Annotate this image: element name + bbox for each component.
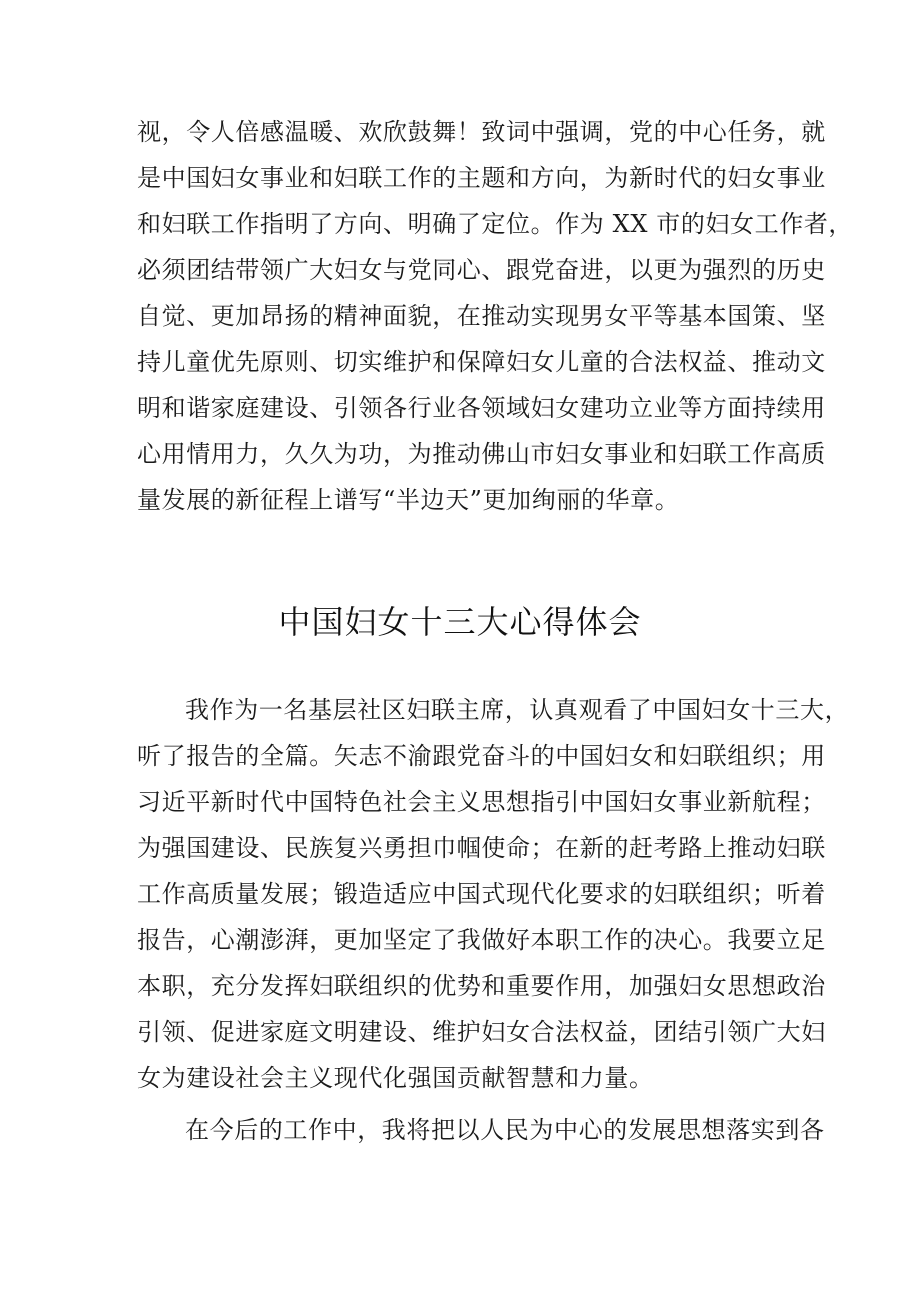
text-line: 是中国妇女事业和妇联工作的主题和方向，为新时代的妇女事业 xyxy=(137,164,826,192)
text-line: 工作高质量发展；锻造适应中国式现代化要求的妇联组织；听着 xyxy=(137,880,826,908)
text-line: 自觉、更加昂扬的精神面貌，在推动实现男女平等基本国策、坚 xyxy=(137,302,826,330)
text-line: 本职，充分发挥妇联组织的优势和重要作用，加强妇女思想政治 xyxy=(137,972,826,1000)
text-line: 为强国建设、民族复兴勇担巾帼使命；在新的赶考路上推动妇联 xyxy=(137,834,826,862)
text-line: 我作为一名基层社区妇联主席，认真观看了中国妇女十三大， xyxy=(185,696,850,724)
text-line: 报告，心潮澎湃，更加坚定了我做好本职工作的决心。我要立足 xyxy=(137,926,826,954)
text-line: 必须团结带领广大妇女与党同心、跟党奋进，以更为强烈的历史 xyxy=(137,256,826,284)
text-line: 听了报告的全篇。矢志不渝跟党奋斗的中国妇女和妇联组织；用 xyxy=(137,742,826,770)
text-line: 持儿童优先原则、切实维护和保障妇女儿童的合法权益、推动文 xyxy=(137,348,826,376)
text-line: 女为建设社会主义现代化强国贡献智慧和力量。 xyxy=(137,1064,654,1092)
text-line: 明和谐家庭建设、引领各行业各领域妇女建功立业等方面持续用 xyxy=(137,394,826,422)
text-line: 量发展的新征程上谱写“半边天”更加绚丽的华章。 xyxy=(137,486,680,514)
text-line: 视，令人倍感温暖、欢欣鼓舞！致词中强调，党的中心任务，就 xyxy=(137,118,826,146)
text-line: 在今后的工作中，我将把以人民为中心的发展思想落实到各 xyxy=(185,1116,825,1144)
text-line: 心用情用力，久久为功，为推动佛山市妇女事业和妇联工作高质 xyxy=(137,440,826,468)
page-title: 中国妇女十三大心得体会 xyxy=(278,603,642,641)
text-line: 习近平新时代中国特色社会主义思想指引中国妇女事业新航程； xyxy=(137,788,826,816)
text-line: 和妇联工作指明了方向、明确了定位。作为 XX 市的妇女工作者， xyxy=(137,210,854,238)
text-line: 引领、促进家庭文明建设、维护妇女合法权益，团结引领广大妇 xyxy=(137,1018,826,1046)
